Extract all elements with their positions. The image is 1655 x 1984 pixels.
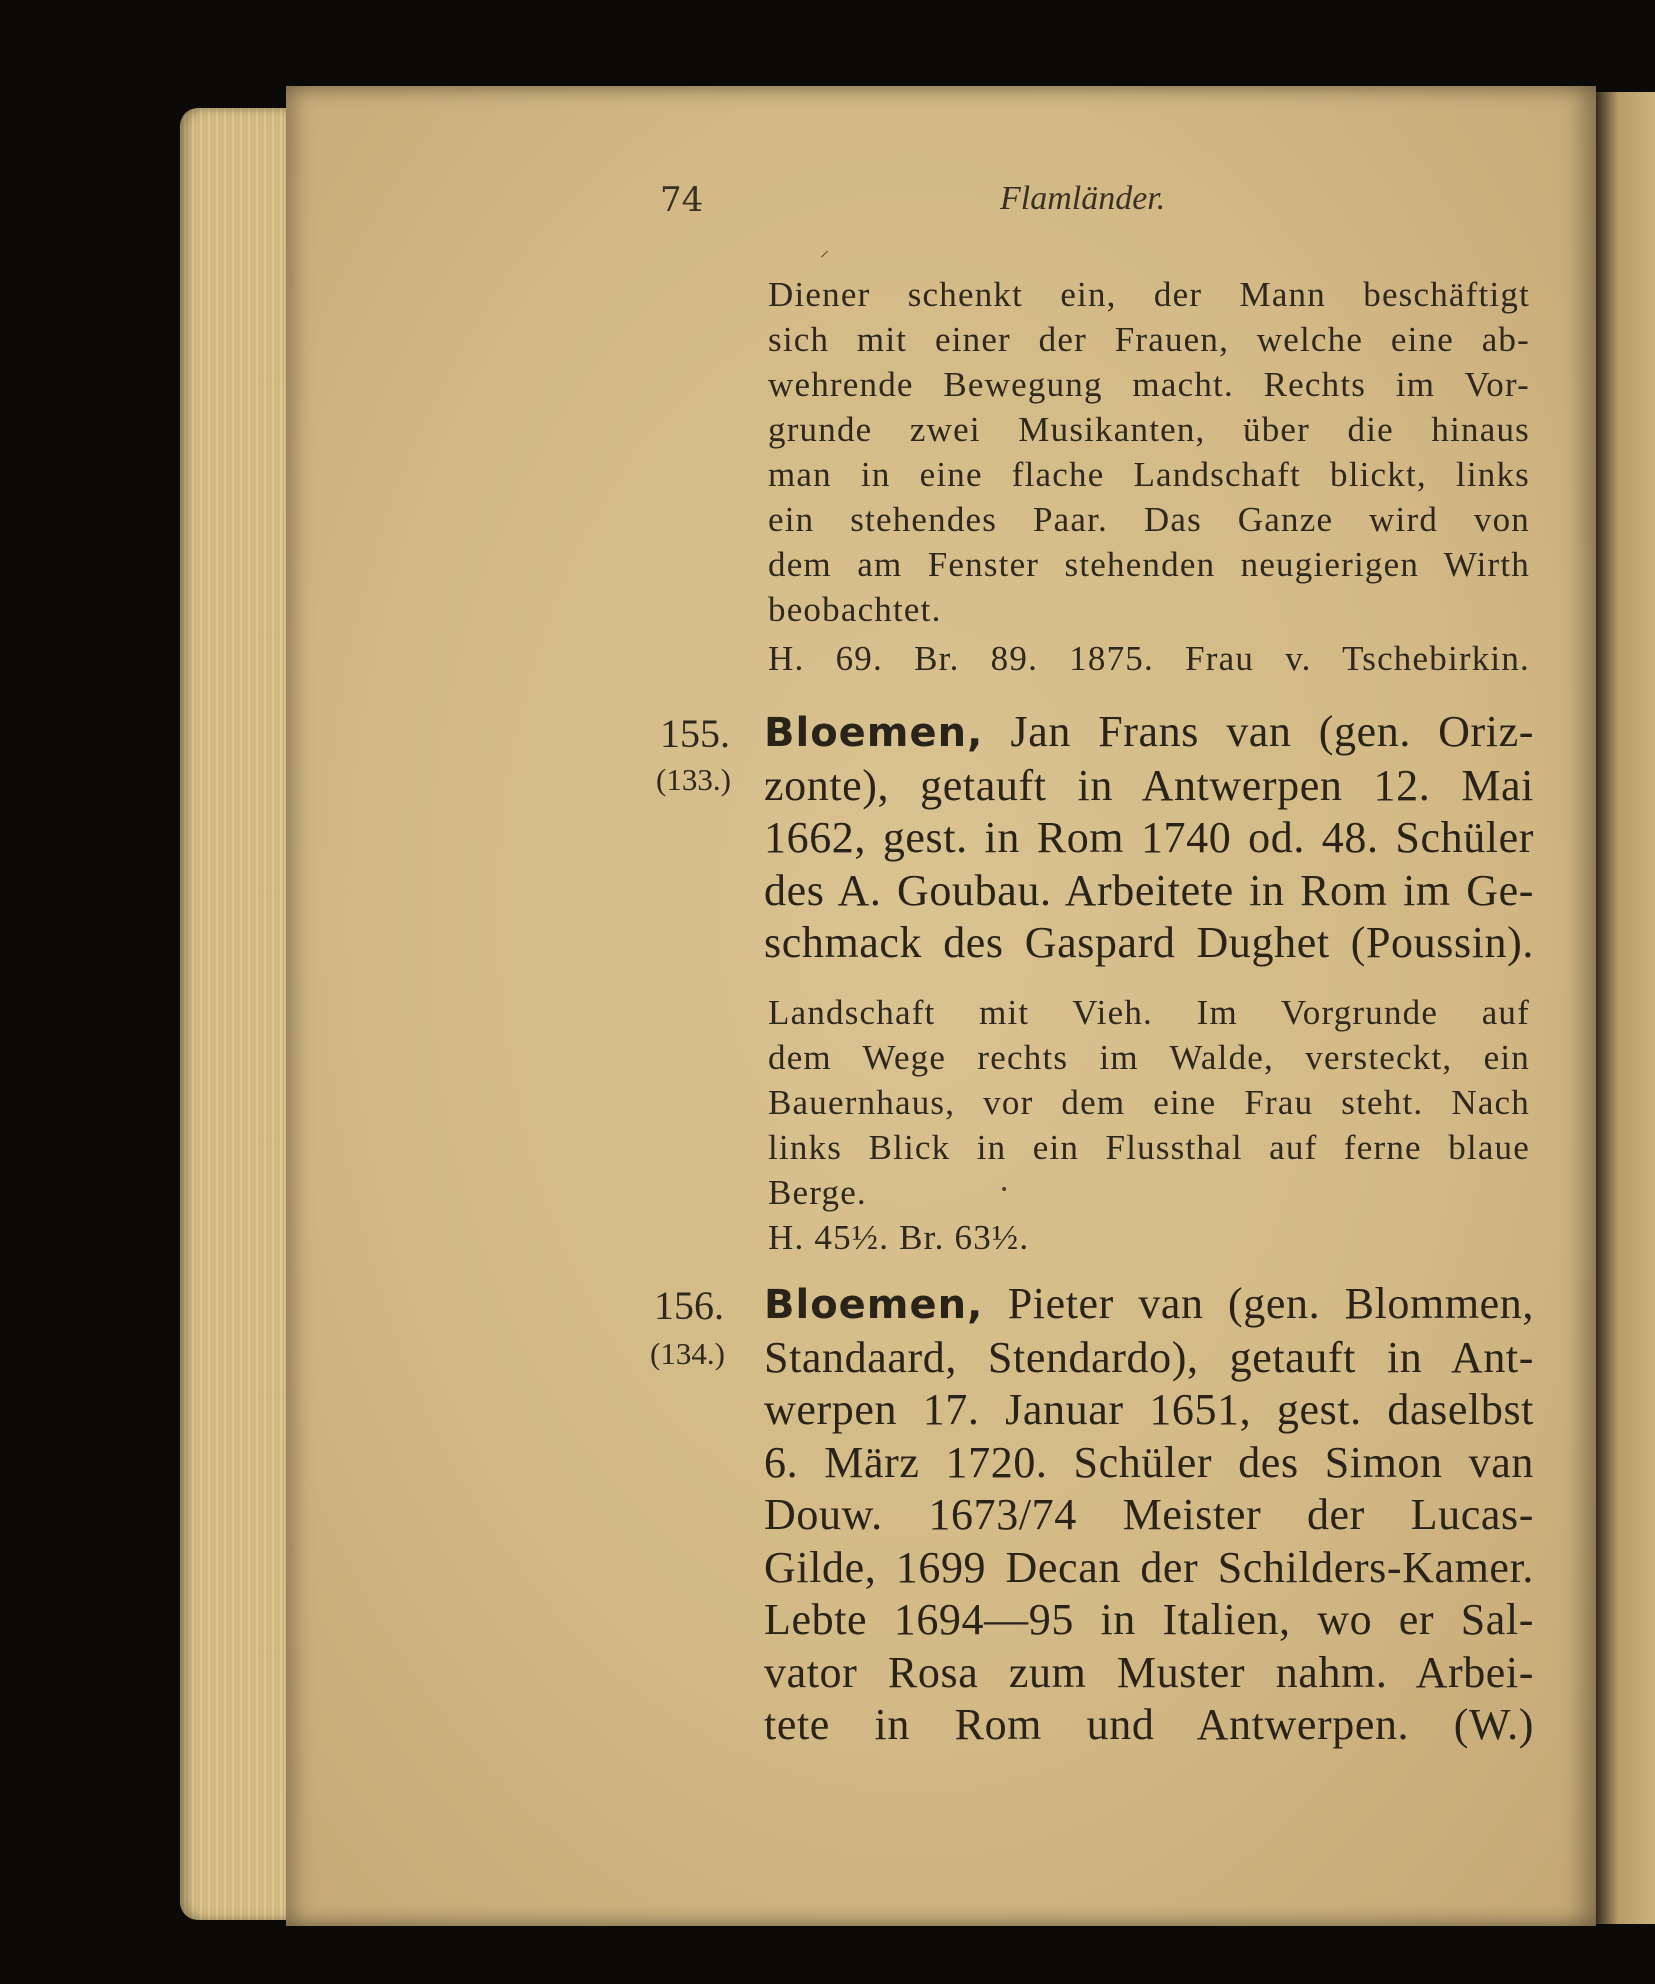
ink-mark: ⸝ [820, 240, 829, 261]
old-entry-number: (134.) [650, 1336, 725, 1371]
text-line: man in eine flache Landschaft blickt, links [768, 455, 1530, 494]
text-line: werpen 17. Januar 1651, gest. daselbst [764, 1385, 1534, 1434]
book-page-edges [180, 108, 292, 1920]
text-line: Jan Frans van (gen. Oriz- [1010, 707, 1534, 756]
text-line: schmack des Gaspard Dughet (Poussin). [764, 918, 1534, 967]
text-line: tete in Rom und Antwerpen. (W.) [764, 1700, 1534, 1749]
entry-156-biography [764, 1278, 1534, 1752]
entry-155-biography [764, 706, 1534, 970]
dimensions-text: H. 45½. Br. 63½. [768, 1218, 1030, 1257]
ink-mark: • [1000, 1182, 1009, 1198]
text-line: dem Wege rechts im Walde, versteckt, ein [768, 1038, 1530, 1077]
text-line: Bauernhaus, vor dem eine Frau steht. Nach [768, 1083, 1530, 1122]
text-line: 6. März 1720. Schüler des Simon van [764, 1437, 1534, 1487]
text-line: Gilde, 1699 Decan der Schilders-Kamer. [764, 1542, 1534, 1592]
entry-number: 155. [660, 711, 730, 756]
facing-page-edge [1594, 92, 1655, 1924]
text-line: beobachtet. [768, 590, 942, 629]
entry-heading-line [764, 706, 1534, 760]
dimensions-line [768, 636, 1530, 681]
text-line: Landschaft mit Vieh. Im Vorgrunde auf [768, 993, 1530, 1032]
text-line: Standaard, Stendardo), getauft in Ant- [764, 1332, 1534, 1382]
text-line: sich mit einer der Frauen, welche eine ab- [768, 320, 1530, 359]
artist-name: Bloemen, [764, 1282, 984, 1328]
artist-name: Bloemen, [764, 710, 984, 756]
old-entry-number: (133.) [656, 762, 731, 797]
text-line: zonte), getauft in Antwerpen 12. Mai [764, 760, 1534, 810]
entry-155-description [768, 990, 1530, 1260]
text-line: wehrende Bewegung macht. Rechts im Vor- [768, 365, 1530, 404]
text-line: ein stehendes Paar. Das Ganze wird von [768, 500, 1530, 539]
text-line: Douw. 1673/74 Meister der Lucas- [764, 1490, 1534, 1539]
continuation-text [768, 272, 1530, 632]
text-line: Lebte 1694—95 in Italien, wo er Sal- [764, 1595, 1534, 1644]
running-title: Flamländer. [1000, 180, 1166, 217]
text-line: grunde zwei Musikanten, über die hinaus [768, 410, 1530, 449]
page-number: 74 [660, 180, 704, 220]
text-line: Pieter van (gen. Blommen, [1007, 1279, 1534, 1328]
entry-number: 156. [654, 1283, 724, 1328]
text-line: links Blick in ein Flussthal auf ferne blaue [768, 1128, 1530, 1167]
text-line: vator Rosa zum Muster nahm. Arbei- [764, 1647, 1534, 1697]
text-line: 1662, gest. in Rom 1740 od. 48. Schüler [764, 813, 1534, 862]
entry-heading-line [764, 1278, 1534, 1332]
text-line: des A. Goubau. Arbeitete in Rom im Ge- [764, 865, 1534, 915]
dimensions-text: H. 69. Br. 89. 1875. Frau v. Tschebirkin. [768, 639, 1530, 678]
text-line: dem am Fenster stehenden neugierigen Wirth [768, 545, 1530, 584]
text-line: Berge. [768, 1173, 867, 1212]
text-line: Diener schenkt ein, der Mann beschäftigt [768, 275, 1530, 314]
